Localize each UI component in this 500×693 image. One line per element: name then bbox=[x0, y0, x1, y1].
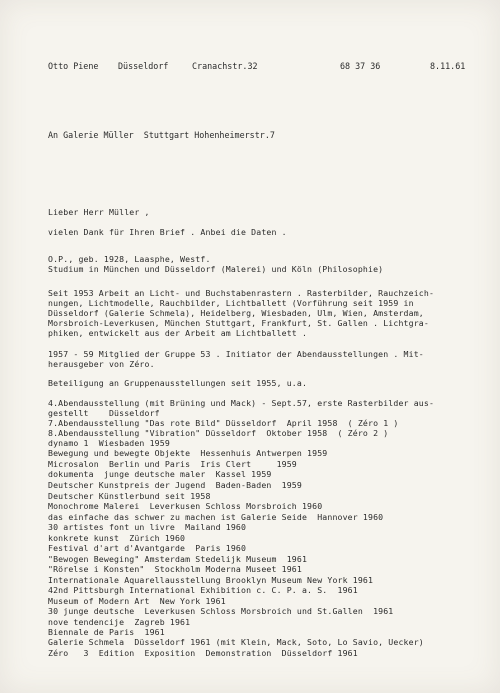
work-line: Düsseldorf (Galerie Schmela), Heidelberg, Wiesbaden, Ulm, Wien, Amsterdam, bbox=[48, 308, 424, 318]
exhibition-line: 30 artistes font un livre Mailand 1960 bbox=[48, 522, 247, 532]
exhibition-line: dynamo 1 Wiesbaden 1959 bbox=[48, 438, 170, 448]
exhibition-line: Bewegung und bewegte Objekte Hessenhuis Antwerpen 1959 bbox=[48, 448, 328, 458]
bio-line: Studium in München und Düsseldorf (Malerei) und Köln (Philosophie) bbox=[48, 264, 384, 274]
group-line: herausgeber von Zéro. bbox=[48, 359, 155, 369]
exhibition-line: Internationale Aquarellausstellung Brooklyn Museum New York 1961 bbox=[48, 575, 374, 585]
exhibition-line: gestellt Düsseldorf bbox=[48, 408, 160, 418]
exhibition-line: das einfache das schwer zu machen ist Galerie Seide Hannover 1960 bbox=[48, 512, 384, 522]
exhibition-line: Galerie Schmela Düsseldorf 1961 (mit Klein, Mack, Soto, Lo Savio, Uecker) bbox=[48, 637, 424, 647]
exhibition-line: Zéro 3 Edition Exposition Demonstration Düsseldorf 1961 bbox=[48, 648, 358, 658]
exhibition-line: Microsalon Berlin und Paris Iris Clert 1959 bbox=[48, 459, 297, 469]
exhibition-line: 7.Abendausstellung "Das rote Bild" Düsseldorf April 1958 ( Zéro 1 ) bbox=[48, 418, 399, 428]
work-line: nungen, Lichtmodelle, Rauchbilder, Lichtballett (Vorführung seit 1959 in bbox=[48, 298, 414, 308]
exhibition-line: Deutscher Künstlerbund seit 1958 bbox=[48, 491, 211, 501]
sender-phone: 68 37 36 bbox=[340, 61, 381, 71]
exhibition-line: 42nd Pittsburgh International Exhibition c. C. P. a. S. 1961 bbox=[48, 585, 358, 595]
sender-street: Cranachstr.32 bbox=[192, 61, 258, 71]
exhibition-line: "Rörelse i Konsten" Stockholm Moderna Museet 1961 bbox=[48, 564, 302, 574]
exhibition-line: Festival d'art d'Avantgarde Paris 1960 bbox=[48, 543, 247, 553]
bio-line: O.P., geb. 1928, Laasphe, Westf. bbox=[48, 254, 211, 264]
exhibition-line: Museum of Modern Art New York 1961 bbox=[48, 596, 226, 606]
exhibition-line: konkrete kunst Zürich 1960 bbox=[48, 533, 186, 543]
exhibition-line: nove tendencije Zagreb 1961 bbox=[48, 617, 191, 627]
work-line: Seit 1953 Arbeit an Licht- und Buchstabenrastern . Rasterbilder, Rauchzeich- bbox=[48, 288, 435, 298]
salutation: Lieber Herr Müller , bbox=[48, 207, 150, 217]
exhibition-line: 8.Abendausstellung "Vibration" Düsseldorf Oktober 1958 ( Zéro 2 ) bbox=[48, 428, 389, 438]
exhibition-line: Deutscher Kunstpreis der Jugend Baden-Baden 1959 bbox=[48, 480, 302, 490]
group-line: 1957 - 59 Mitglied der Gruppe 53 . Initiator der Abendausstellungen . Mit- bbox=[48, 349, 424, 359]
sender-city: Düsseldorf bbox=[118, 61, 169, 71]
recipient-address: An Galerie Müller Stuttgart Hohenheimerstr.7 bbox=[48, 130, 275, 140]
exhibition-line: 30 junge deutsche Leverkusen Schloss Morsbroich und St.Gallen 1961 bbox=[48, 606, 394, 616]
exhibitions-intro: Beteiligung an Gruppenausstellungen seit 1955, u.a. bbox=[48, 378, 308, 388]
letter-date: 8.11.61 bbox=[430, 61, 466, 71]
exhibition-line: dokumenta junge deutsche maler Kassel 1959 bbox=[48, 469, 272, 479]
exhibition-line: "Bewogen Beweging" Amsterdam Stedelijk Museum 1961 bbox=[48, 554, 308, 564]
exhibition-line: Monochrome Malerei Leverkusen Schloss Morsbroich 1960 bbox=[48, 501, 323, 511]
sender-name: Otto Piene bbox=[48, 61, 99, 71]
work-line: phiken, entwickelt aus der Arbeit am Lichtballett . bbox=[48, 328, 308, 338]
work-line: Morsbroich-Leverkusen, München Stuttgart, Frankfurt, St. Gallen . Lichtgra- bbox=[48, 318, 429, 328]
exhibition-line: 4.Abendausstellung (mit Brüning und Mack) - Sept.57, erste Rasterbilder aus- bbox=[48, 398, 435, 408]
exhibition-line: Biennale de Paris 1961 bbox=[48, 627, 165, 637]
thanks-line: vielen Dank für Ihren Brief . Anbei die Daten . bbox=[48, 227, 287, 237]
